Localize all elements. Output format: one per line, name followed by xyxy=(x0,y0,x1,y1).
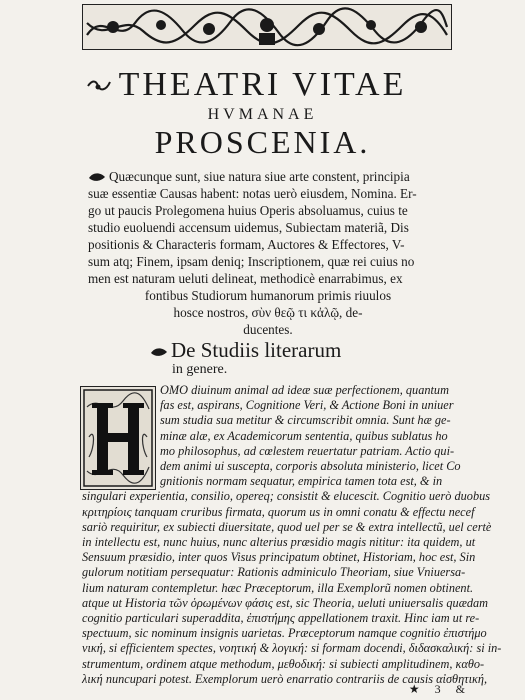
body-line: gulorum notitiam persequatur: Rationis adminiculo Theoriam, siue Vniuersa- xyxy=(82,565,466,580)
intro-line: ducentes. xyxy=(243,322,293,337)
catchword: & xyxy=(455,682,471,696)
body-line: νική, si efficientem spectes, νοητική & λογική: si formam docendi, διδασκαλική: si in- xyxy=(82,641,502,656)
signature-mark: ★ 3 xyxy=(408,682,447,696)
intro-line: sum atq; Finem, ipsam deniq; Inscriptionem, quæ rei cuius no xyxy=(88,254,415,269)
proscenia-heading: PROSCENIA. xyxy=(154,124,371,160)
body-line: Sensuum præsidio, inter quos Visus principatum obtinet, Historiam, hoc est, Sin xyxy=(82,550,476,565)
intro-line: studio euoluendi accensum uidemus, Subiectam materiã, Dis xyxy=(88,220,409,235)
body-line: OMO diuinum animal ad ideæ suæ perfectionem, quantum xyxy=(160,383,449,397)
body-line: minæ alæ, ex Academicorum sententia, quibus sublatus ho xyxy=(160,428,448,443)
ornamental-header-band xyxy=(82,4,452,50)
body-line: spectuum, sic nominum insignis uarietas. Præceptorum namque cognitio ἐπιστήμο xyxy=(82,626,487,641)
body-line: gnitionis normam sequatur, empirica tamen tota est, & in xyxy=(160,474,443,489)
fleuron-leaf-icon xyxy=(150,347,168,358)
intro-line: suæ essentiæ Causas habent: notas uerò eiusdem, Nomina. Er- xyxy=(88,186,417,201)
body-line: mo philosophus, ad cœlestem reuertatur patriam. Actio qui- xyxy=(160,443,455,458)
intro-line: men est naturam ueluti delineat, methodicè enarrabimus, ex xyxy=(88,271,403,286)
fleuron-leaf-icon xyxy=(88,172,106,183)
body-line: sariò requiritur, ex subiecti diuersitate, quod uel per se & extra intellectũ, uel certè xyxy=(82,519,492,534)
intro-line: Quæcunque sunt, siue natura siue arte constent, principia xyxy=(88,168,448,185)
intro-line: fontibus Studiorum humanorum primis riuulos xyxy=(144,288,392,303)
intro-line: hosce nostros, σὺν θεῷ τι κἀλῷ, de- xyxy=(173,305,363,320)
intro-line: positionis & Characteris formam, Auctores & Effectores, V- xyxy=(88,237,405,252)
body-line: singulari experientia, consilio, opereq; consistit & elucescit. Cognitio uerò duobus xyxy=(82,489,491,504)
section-subtitle: in genere. xyxy=(172,362,228,377)
intro-line: go ut paucis Prolegomena huius Operis absoluamus, cuius te xyxy=(88,203,408,218)
body-line: cognitio particulari superaddita, ἐπιστήμης appellationem traxit. Hinc iam ut re- xyxy=(82,611,480,626)
body-line: κριτηρίοις tanquam cruribus firmata, quorum us in omni conatu & effectu necef xyxy=(82,504,475,519)
body-line: atque ut Historia τῶν ὁρωμένων φάσις est, sic Theoria, ueluti uniuersalis quædam xyxy=(82,595,489,610)
section-heading xyxy=(150,338,341,363)
intro-paragraph xyxy=(88,168,448,338)
body-paragraph xyxy=(82,383,502,687)
page-subtitle: HVMANAE xyxy=(207,106,318,123)
body-line: fas est, aspirans, Cognitione Veri, & Actione Boni in uniuer xyxy=(160,398,454,413)
section-title: De Studiis literarum xyxy=(171,338,342,362)
body-line: lium naturam contempletur. hæc Præceptorum, illa Exemplorũ nomen obtinent. xyxy=(82,580,474,595)
ornament-band-icon xyxy=(83,5,451,49)
page-footer xyxy=(409,682,471,697)
body-line: sum studia sua metitur & circumscribit omnia. Sunt hæ ge- xyxy=(160,413,451,428)
body-line: dem animi ui suscepta, corporis absoluta ministerio, licet Co xyxy=(160,459,461,474)
page-title: THEATRI VITAE xyxy=(118,66,407,103)
body-line: strumentum, ordinem atque methodum, μεθοδική: si subiecti amplitudinem, καθο- xyxy=(82,656,485,671)
body-line: in intellectu est, nunc huius, nunc alterius præsidio magis nititur: ita quidem, ut xyxy=(82,535,476,550)
body-line: λική nuncupari potest. Exemplorum uerò enarratio contrariis de causis αἰσθητική, xyxy=(82,671,488,686)
